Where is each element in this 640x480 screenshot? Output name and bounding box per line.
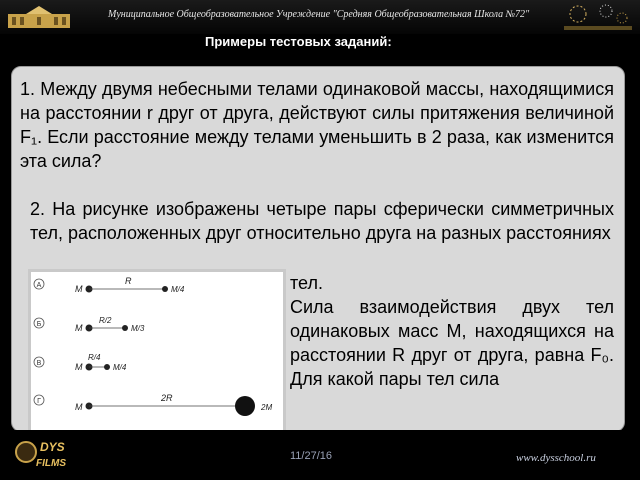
row-d-distance: 2R <box>161 393 173 403</box>
row-c-left-mass: M <box>75 362 83 372</box>
question-2-end-text: тел. <box>290 273 323 293</box>
row-b-right-mass: M/3 <box>131 324 145 333</box>
row-b-marker-label: Б <box>36 321 42 328</box>
row-a-marker-label: А <box>36 282 42 289</box>
masses-figure <box>28 269 286 432</box>
row-c-right-mass: M/4 <box>113 363 127 372</box>
row-d-left-mass: M <box>75 402 83 412</box>
masses-diagram <box>31 272 283 430</box>
row-c-distance: R/4 <box>88 353 101 362</box>
row-d-right-mass: 2M <box>261 403 273 412</box>
row-d-right-body <box>235 396 255 416</box>
question-2-intro-text: 2. На рисунке изображены четыре пары сферически симметричных тел, расположенных друг относительно друга на разных расстояниях <box>30 199 614 243</box>
row-c-right-body <box>104 364 110 370</box>
logo-films-text: FILMS <box>36 458 66 469</box>
school-building-icon <box>6 4 72 30</box>
header-title: Муниципальное Общеобразовательное Учреждение "Средняя Общеобразовательная Школа №72" <box>108 9 530 20</box>
row-a-left-mass: M <box>75 284 83 294</box>
dys-films-logo <box>14 436 94 474</box>
row-b-left-mass: M <box>75 323 83 333</box>
footer-bar <box>0 430 640 480</box>
row-a-right-mass: M/4 <box>171 285 185 294</box>
row-b-distance: R/2 <box>99 316 112 325</box>
slide-heading: Примеры тестовых заданий: <box>205 34 392 49</box>
fireworks-icon <box>556 2 636 32</box>
question-2-body <box>290 271 614 391</box>
row-d-marker-label: Г <box>37 398 41 405</box>
site-url[interactable]: www.dysschool.ru <box>516 452 596 464</box>
question-panel <box>11 66 625 432</box>
row-a-distance: R <box>125 276 132 286</box>
logo-dys-text: DYS <box>40 440 65 454</box>
row-a-right-body <box>162 286 168 292</box>
header-bar <box>0 0 640 34</box>
row-c-marker-label: В <box>36 360 42 367</box>
question-2-intro <box>30 197 614 245</box>
row-b-right-body <box>122 325 128 331</box>
slide-date: 11/27/16 <box>290 450 333 462</box>
question-1-text: 1. Между двумя небесными телами одинаковой массы, находящимися на расстоянии r друг от друга, действуют силы притяжения величиной F₁. Если расстояние между телами уменьшить в 2 раза, как изменится эта сила? <box>20 79 614 171</box>
question-2-body-text: Сила взаимодействия двух тел одинаковых масс M, находящихся на расстоянии R друг от друга, равна F₀. Для какой пары тел сила <box>290 297 614 389</box>
